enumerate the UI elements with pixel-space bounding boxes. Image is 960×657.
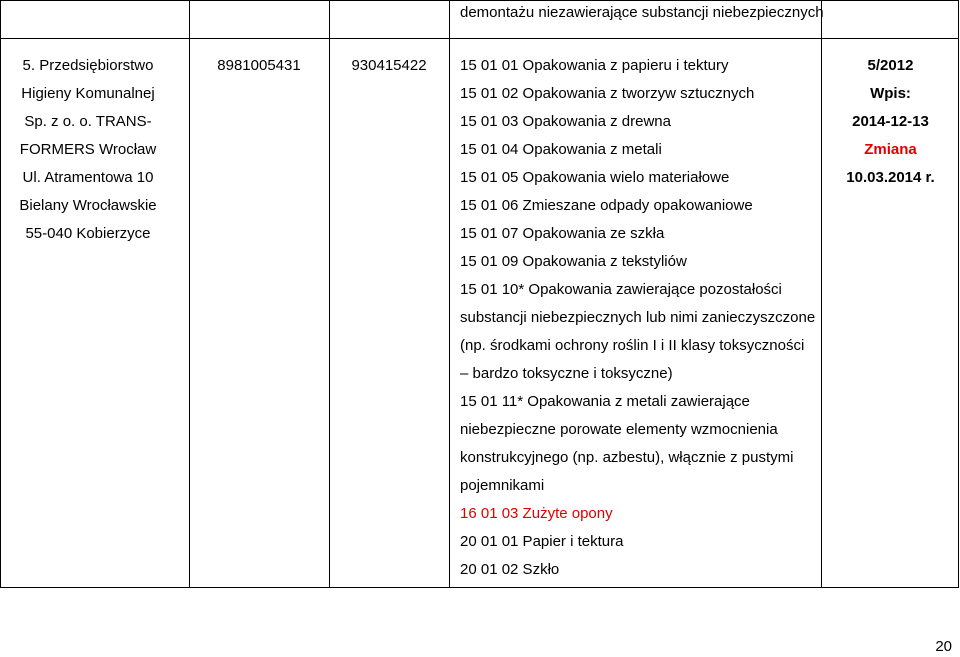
company-cell	[8, 52, 188, 248]
waste-code: 15 01 10*	[460, 281, 525, 298]
regon-cell: 8981005431	[217, 57, 301, 74]
waste-description: niebezpieczne porowate elementy wzmocnienia	[460, 421, 778, 438]
waste-line	[460, 416, 815, 444]
entry-date: 2014-12-13	[852, 113, 929, 130]
waste-line	[460, 108, 815, 136]
waste-description: Papier i tektura	[518, 533, 624, 550]
nip-cell: 930415422	[351, 57, 427, 74]
waste-description: Szkło	[518, 561, 560, 578]
row-divider	[0, 38, 959, 39]
company-line: FORMERS Wrocław	[19, 141, 157, 158]
waste-code: 16 01 03	[460, 505, 519, 522]
table-bottom-border	[0, 587, 959, 588]
change-date: 10.03.2014 r.	[846, 169, 935, 186]
waste-code: 15 01 11*	[460, 393, 524, 410]
waste-line	[460, 556, 815, 584]
waste-line	[460, 332, 815, 360]
waste-description: Opakowania wielo materiałowe	[518, 169, 730, 186]
waste-description: Opakowania ze szkła	[518, 225, 665, 242]
waste-code: 15 01 05	[460, 169, 519, 186]
registration-cell	[822, 52, 959, 192]
waste-line	[460, 472, 815, 500]
waste-codes-list	[460, 52, 815, 584]
waste-code: 15 01 02	[460, 85, 519, 102]
waste-line	[460, 528, 815, 556]
waste-line	[460, 52, 815, 80]
waste-description: – bardzo toksyczne i toksyczne)	[460, 365, 673, 382]
waste-line	[460, 444, 815, 472]
entry-label: Wpis:	[870, 85, 911, 102]
column-divider	[0, 0, 1, 588]
company-line: Sp. z o. o. TRANS-	[24, 113, 152, 130]
waste-line	[460, 80, 815, 108]
waste-description: Opakowania z tworzyw sztucznych	[518, 85, 755, 102]
waste-code: 15 01 04	[460, 141, 519, 158]
waste-description: Opakowania z metali	[518, 141, 662, 158]
waste-line	[460, 304, 815, 332]
waste-code: 20 01 01	[460, 533, 519, 550]
waste-line	[460, 136, 815, 164]
waste-code: 20 01 02	[460, 561, 519, 578]
waste-line	[460, 192, 815, 220]
waste-description: konstrukcyjnego (np. azbestu), włącznie z pustymi	[460, 449, 794, 466]
waste-line	[460, 500, 815, 528]
waste-description: substancji niebezpiecznych lub nimi zanieczyszczone	[460, 309, 816, 326]
registration-number: 5/2012	[867, 57, 914, 74]
waste-description: Opakowania z metali zawierające	[523, 393, 750, 410]
waste-code: 15 01 01	[460, 57, 519, 74]
waste-description: Opakowania z papieru i tektury	[518, 57, 729, 74]
column-divider	[189, 0, 190, 588]
waste-line	[460, 248, 815, 276]
page-number: 20	[935, 638, 952, 655]
waste-description: pojemnikami	[460, 477, 545, 494]
waste-line	[460, 360, 815, 388]
waste-code: 15 01 09	[460, 253, 519, 270]
company-line: 55-040 Kobierzyce	[25, 225, 151, 242]
waste-line	[460, 388, 815, 416]
waste-code: 15 01 03	[460, 113, 519, 130]
waste-line	[460, 276, 815, 304]
waste-code: 15 01 07	[460, 225, 519, 242]
continued-waste-text: demontażu niezawierające substancji niebezpiecznych	[460, 4, 824, 21]
change-label: Zmiana	[864, 141, 917, 158]
waste-description: Opakowania zawierające pozostałości	[524, 281, 782, 298]
waste-description: Zużyte opony	[518, 505, 613, 522]
company-line: 5. Przedsiębiorstwo	[22, 57, 154, 74]
company-line: Ul. Atramentowa 10	[22, 169, 154, 186]
waste-code: 15 01 06	[460, 197, 519, 214]
waste-description: Opakowania z drewna	[518, 113, 671, 130]
waste-description: Opakowania z tekstyliów	[518, 253, 687, 270]
column-divider	[329, 0, 330, 588]
waste-line	[460, 220, 815, 248]
waste-line	[460, 164, 815, 192]
column-divider	[449, 0, 450, 588]
waste-description: Zmieszane odpady opakowaniowe	[518, 197, 753, 214]
waste-description: (np. środkami ochrony roślin I i II klasy toksyczności	[460, 337, 805, 354]
company-line: Higieny Komunalnej	[21, 85, 155, 102]
company-line: Bielany Wrocławskie	[19, 197, 157, 214]
